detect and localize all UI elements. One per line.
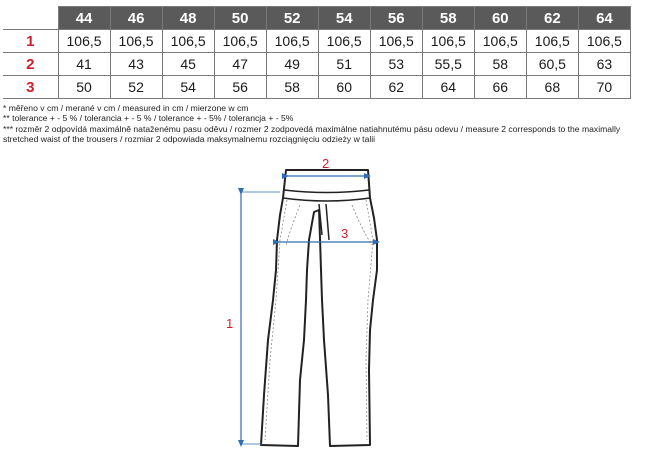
size-header: 62	[526, 7, 578, 30]
table-cell: 52	[110, 76, 162, 99]
table-cell: 58	[266, 76, 318, 99]
table-cell: 54	[162, 76, 214, 99]
size-header: 58	[422, 7, 474, 30]
table-cell: 70	[578, 76, 630, 99]
table-cell: 41	[58, 53, 110, 76]
table-cell: 68	[526, 76, 578, 99]
table-cell: 106,5	[474, 30, 526, 53]
size-header: 54	[318, 7, 370, 30]
table-cell: 55,5	[422, 53, 474, 76]
note-waist-stretch: *** rozměr 2 odpovídá maximálně nataženému pasu oděvu / rozmer 2 zodpovedá maximálne natiahnutému pásu odevu / measure 2 corresponds to the maximally stretched waist of the trousers / rozmiar 2 odpowiada maksymalnemu rozciągnięciu odzieży w talii	[3, 123, 621, 145]
size-header: 64	[578, 7, 630, 30]
table-cell: 106,5	[266, 30, 318, 53]
table-cell: 62	[370, 76, 422, 99]
table-cell: 60,5	[526, 53, 578, 76]
table-cell: 106,5	[318, 30, 370, 53]
table-cell: 106,5	[214, 30, 266, 53]
table-cell: 43	[110, 53, 162, 76]
table-cell: 106,5	[578, 30, 630, 53]
size-header: 44	[58, 7, 110, 30]
table-cell: 106,5	[58, 30, 110, 53]
table-cell: 49	[266, 53, 318, 76]
table-cell: 106,5	[110, 30, 162, 53]
row-label: 1	[3, 30, 58, 53]
note-tolerance: ** tolerance + - 5 % / tolerancia + - 5 % / tolerance + - 5% / tolerancja + - 5%	[3, 113, 294, 124]
table-cell: 106,5	[162, 30, 214, 53]
row-label: 2	[3, 53, 58, 76]
table-cell: 47	[214, 53, 266, 76]
table-cell: 51	[318, 53, 370, 76]
table-cell: 106,5	[526, 30, 578, 53]
dimension-label-waist: 2	[322, 156, 330, 171]
row-label: 3	[3, 76, 58, 99]
table-cell: 106,5	[370, 30, 422, 53]
table-cell: 106,5	[422, 30, 474, 53]
dimension-label-hip: 3	[341, 226, 349, 241]
note-measured-in-cm: * měřeno v cm / merané v cm / measured in cm / mierzone w cm	[3, 103, 249, 113]
size-header: 46	[110, 7, 162, 30]
size-header: 60	[474, 7, 526, 30]
table-cell: 56	[214, 76, 266, 99]
table-cell: 64	[422, 76, 474, 99]
table-cell: 60	[318, 76, 370, 99]
size-header: 48	[162, 7, 214, 30]
table-cell: 53	[370, 53, 422, 76]
table-cell: 66	[474, 76, 526, 99]
size-header: 50	[214, 7, 266, 30]
dimension-label-length: 1	[226, 316, 234, 331]
table-cell: 58	[474, 53, 526, 76]
size-header: 56	[370, 7, 422, 30]
table-cell: 45	[162, 53, 214, 76]
table-cell: 50	[58, 76, 110, 99]
size-header: 52	[266, 7, 318, 30]
table-cell: 63	[578, 53, 630, 76]
